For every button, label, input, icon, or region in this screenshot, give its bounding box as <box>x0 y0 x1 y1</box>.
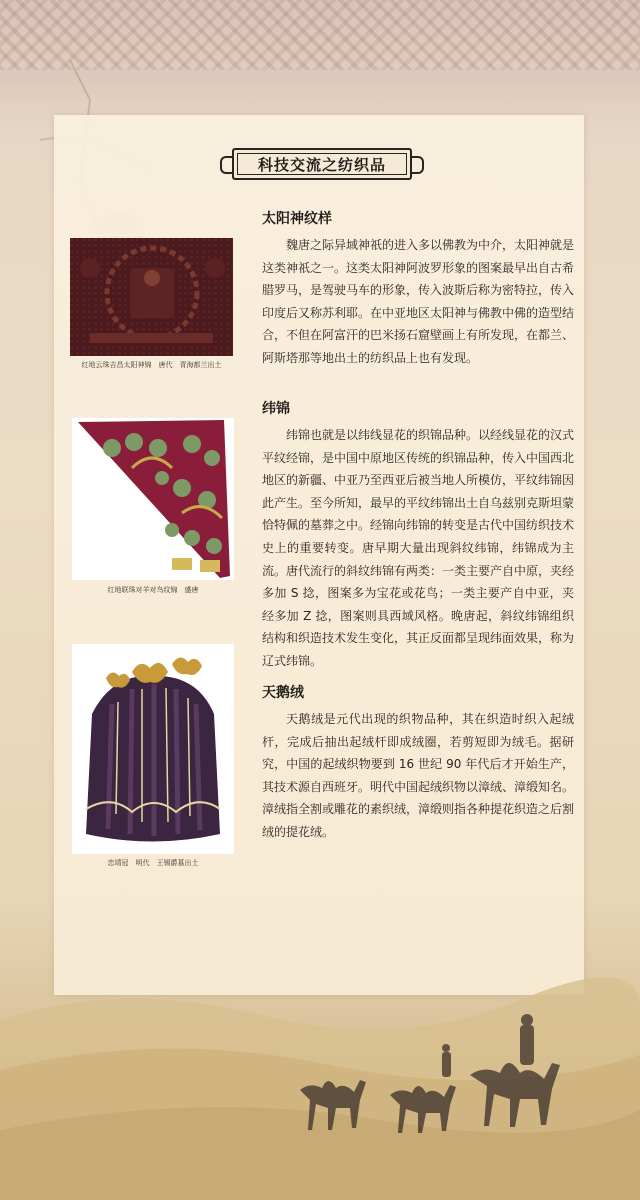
section-heading-velvet: 天鹅绒 <box>262 685 304 701</box>
page-title-frame <box>232 148 412 180</box>
section-body-velvet: 天鹅绒是元代出现的织物品种，其在织造时织入起绒杆，完成后抽出起绒杆即成绒圈，若剪短即为绒毛。据研究，中国的起绒织物要到 16 世纪 90 年代后才开始生产，其技术源自西班牙。明代中国起绒织物以漳绒、漳缎知名。漳绒指全割或雕花的素织绒，漳缎则指各种提花织造之后割绒的提花绒。 <box>262 712 575 839</box>
image-caption-velvet: 忠靖冠 明代 王锡爵墓出土 <box>107 859 199 867</box>
section-heading-sun-god: 太阳神纹样 <box>262 211 332 227</box>
desert-scene <box>0 960 640 1200</box>
section-heading-weft-brocade: 纬锦 <box>262 401 290 417</box>
title-ornament-right <box>412 156 424 174</box>
section-body-weft-brocade: 纬锦也就是以纬线显花的织锦品种。以经线显花的汉式平纹经锦，是中国中原地区传统的织锦品种，传入中国西北地区的新疆、中亚乃至西亚后被当地人所模仿，平纹纬锦因此产生。至今所知，最早的平纹纬锦出土自乌兹别克斯坦蒙恰特佩的墓葬之中。经锦向纬锦的转变是古代中国纺织技术史上的重要转变。唐早期大量出现斜纹纬锦，纬锦成为主流。唐代流行的斜纹纬锦有两类：一类主要产自中原，夹经多加 S 捻，图案多为宝花或花鸟；一类主要产自中亚，夹经多加 Z 捻，图案则具西域风格。晚唐起，斜纹纬锦组织结构和织造技术发生变化，其正反面都呈现纬面效果，称为辽式纬锦。 <box>262 428 575 668</box>
section-body-sun-god: 魏唐之际异域神祇的进入多以佛教为中介，太阳神就是这类神祇之一。这类太阳神阿波罗形象的图案最早出自古希腊罗马，是驾驶马车的形象，传入波斯后称为密特拉，传入印度后又称苏利耶。在中亚地区太阳神与佛教中佛的造型结合，不但在阿富汗的巴米扬石窟壁画上有所发现，在都兰、阿斯塔那等地出土的纺织品上也有发现。 <box>262 238 575 365</box>
page-title: 科技交流之纺织品 <box>257 155 386 174</box>
title-ornament-left <box>220 156 232 174</box>
image-caption-weft-brocade: 红地联珠对羊对鸟纹锦 盛唐 <box>107 586 199 594</box>
velvet-hat-image <box>72 644 234 854</box>
image-caption-sun-god: 红地云珠吉昌太阳神锦 唐代 青海都兰出土 <box>81 361 222 369</box>
sun-god-brocade-image <box>70 238 233 356</box>
weft-brocade-image <box>72 418 234 580</box>
